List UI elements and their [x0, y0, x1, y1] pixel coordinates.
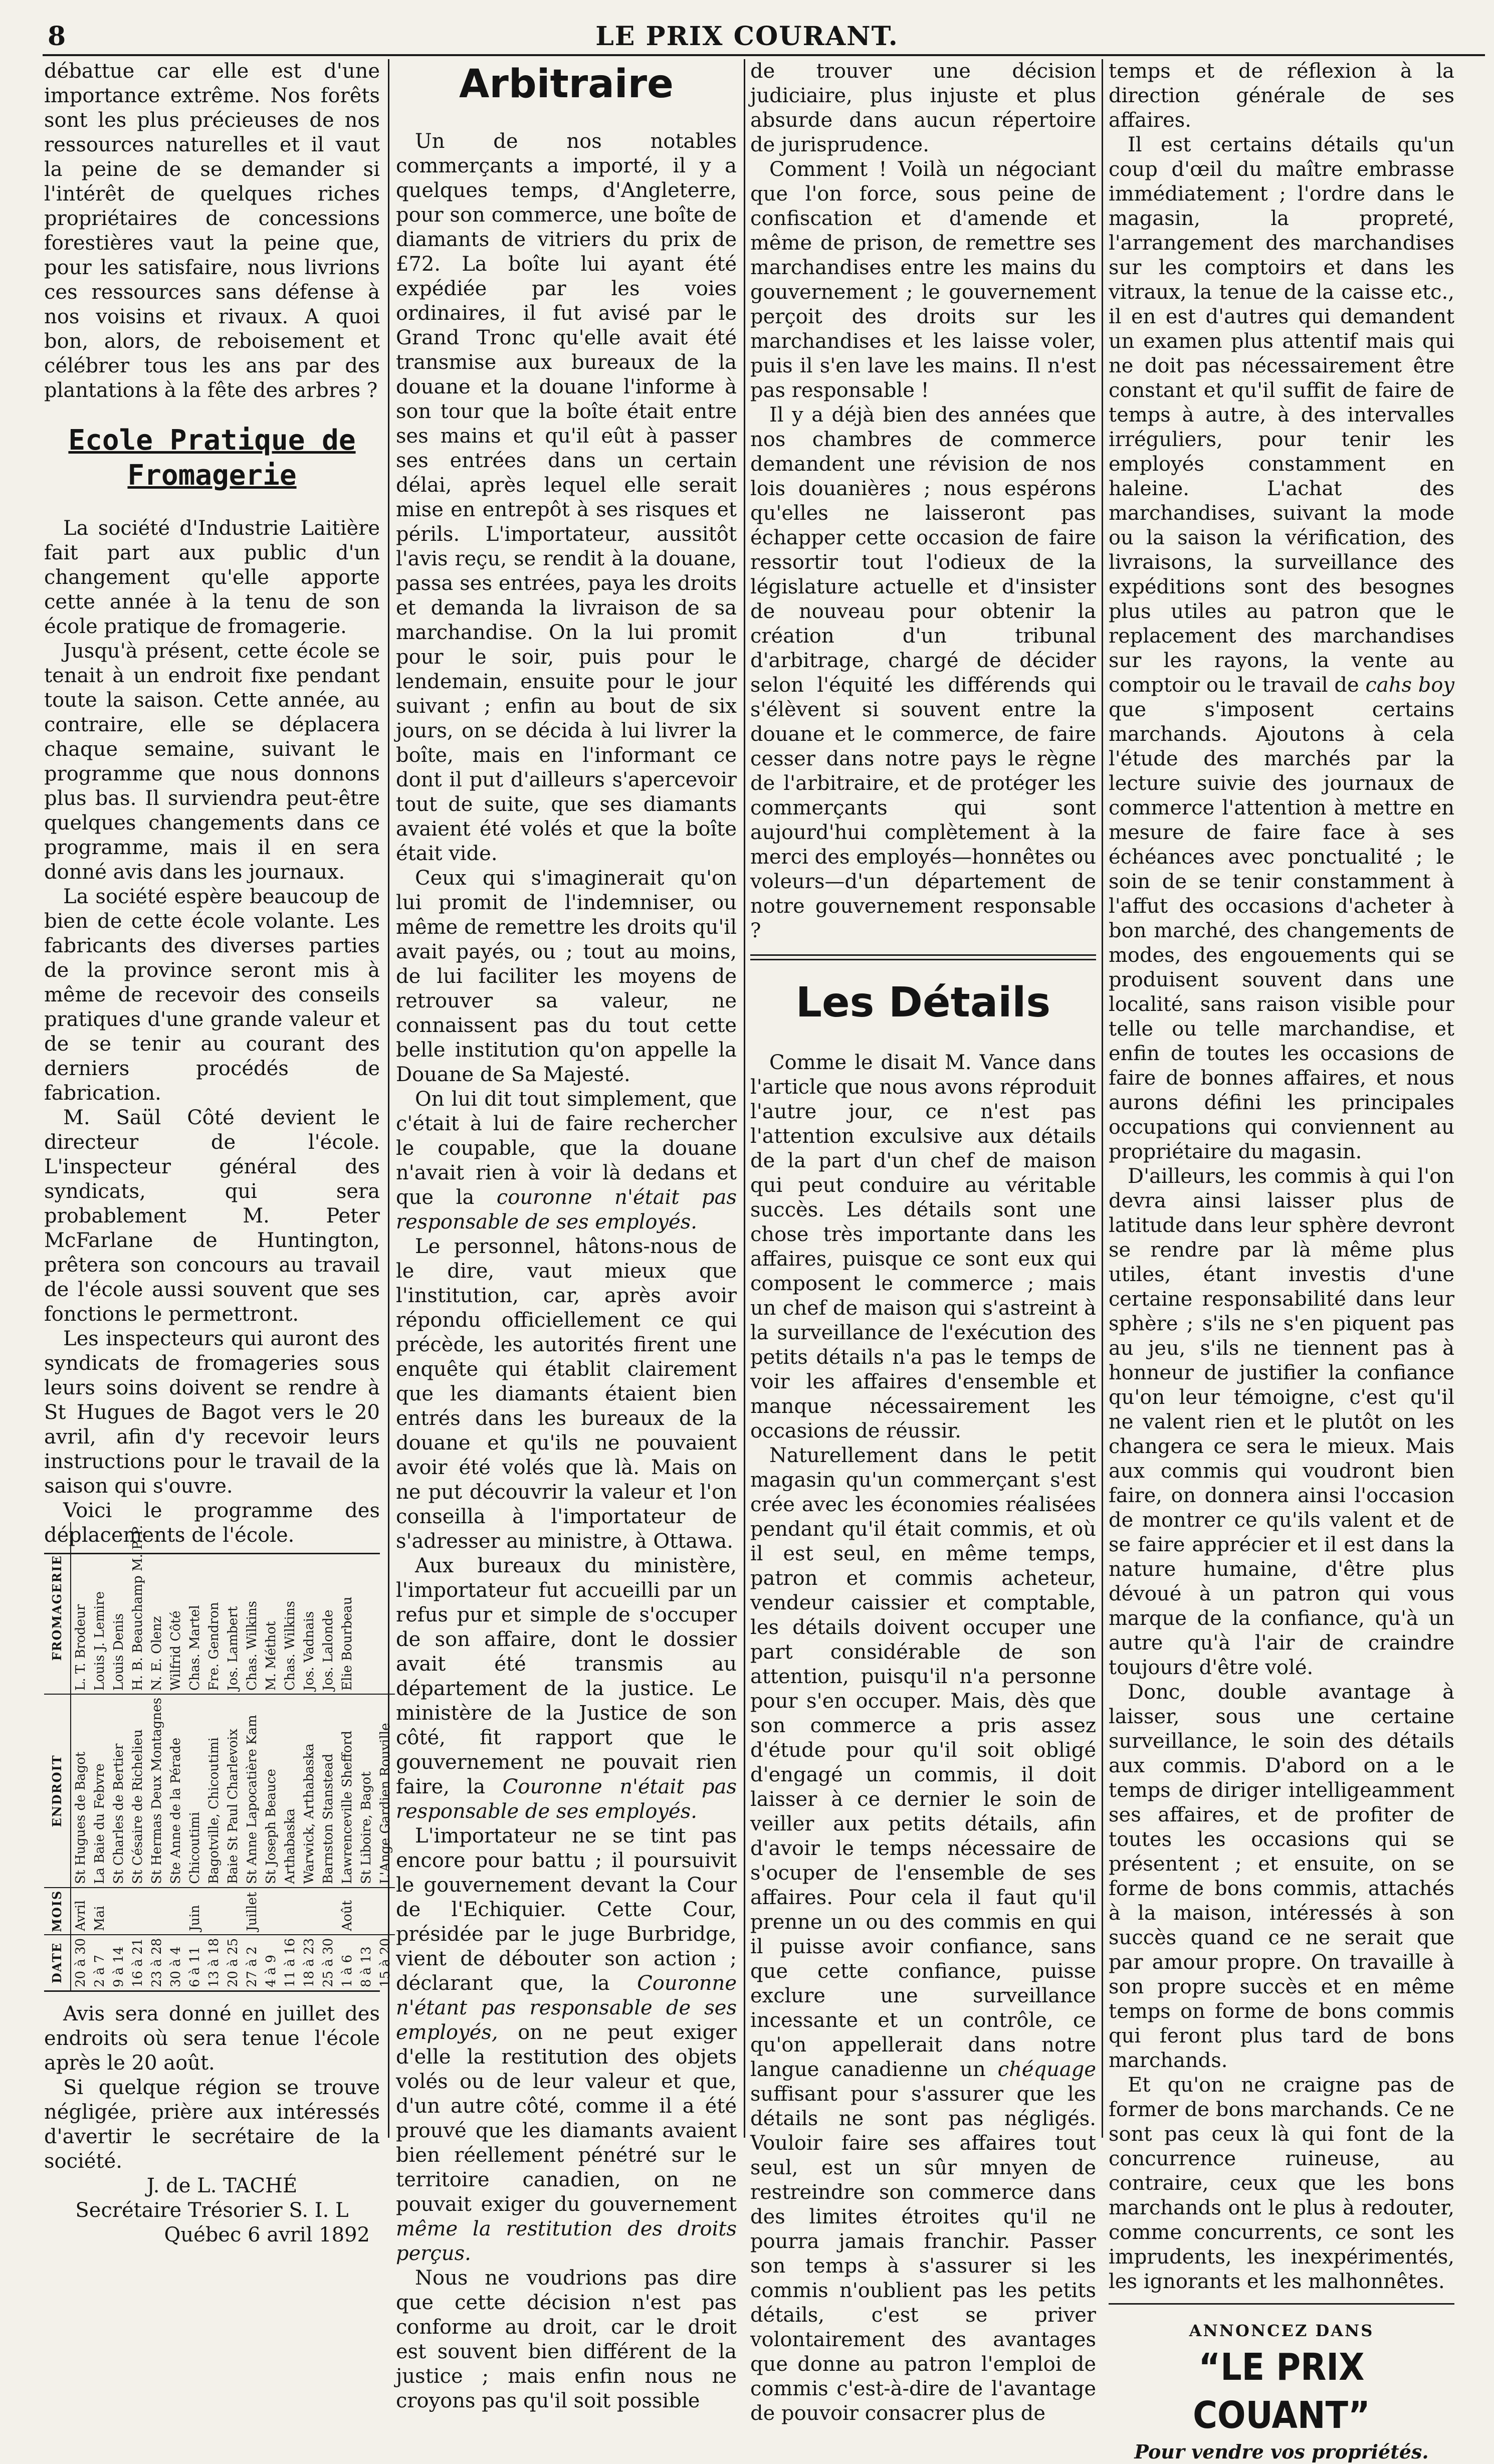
paragraph: débattue car elle est d'une importance extrême. Nos forêts sont les plus précieuses de nos ressources naturelles et il vaut la peine de se demander si l'intérêt de quelques riches propriétaires de concessions forestières vaut la peine que, pour les satisfaire, nous livrions ces ressources sans défense à nos voisins et rivaux. A quoi bon, alors, de reboisement et célébrer tous les ans par des plantations à la fête des arbres ? — [44, 60, 380, 402]
masthead: LE PRIX COURANT. — [595, 21, 899, 52]
schedule-cell: 11 à 16 — [283, 1938, 298, 1987]
schedule-cell: 2 à 7 — [92, 1954, 107, 1987]
paragraph: Ceux qui s'imaginerait qu'on lui promit de l'indemniser, ou même de remettre les droits qu'il avait payés, ou ; tout au moins, de lui faciliter les moyens de retrouver sa valeur, ne connaissent pas du tout cette belle institution qu'on appelle la Douane de Sa Majesté. — [396, 867, 737, 1086]
schedule-cell: 20 à 30 — [73, 1938, 88, 1987]
schedule-cell: St Hermas Deux Montagnes — [147, 1694, 166, 1888]
schedule-cell — [109, 1888, 128, 1935]
schedule-cell: St Anne Lapocatière Kam — [243, 1694, 262, 1888]
advertisement — [1109, 2319, 1454, 2464]
schedule-row — [147, 1522, 166, 1990]
schedule-cell: 27 à 2 — [245, 1946, 260, 1987]
section-divider — [750, 954, 1096, 960]
schedule-row — [262, 1522, 281, 1990]
schedule-cell: Jos. Lalonde — [319, 1522, 338, 1694]
column-rule — [744, 59, 745, 2138]
schedule-cell — [357, 1888, 376, 1935]
schedule-cell: 8 à 13 — [359, 1946, 374, 1987]
schedule-cell: Avril — [71, 1888, 90, 1935]
schedule-table — [44, 1525, 393, 1990]
schedule-cell: Warwick, Arthabaska — [300, 1694, 319, 1888]
paragraph: Voici le programme des déplacements de l'école. — [44, 1499, 380, 1547]
schedule-cell: 30 à 4 — [168, 1946, 183, 1987]
paragraph: L'importateur ne se tint pas encore pour battu ; il poursuivit le gouvernement devant la Cour de l'Echiquier. Cette Cour, présidée par le juge Burbridge, vient de débouter son action ; déclarant que, la Couronne n'étant pas responsable de ses employés, on ne peut exiger d'elle la restitution des objets volés ou de leur valeur et que, d'un autre côté, comme il a été prouvé que les diamants avaient bien réellement pénétré sur le territoire canadien, on ne pouvait exiger du gouvernement même la restitution des droits perçus. — [396, 1824, 737, 2265]
paragraph: Si quelque région se trouve négligée, prière aux intéressés d'avertir le secrétaire de la société. — [44, 2076, 380, 2173]
paragraph: Aux bureaux du ministère, l'importateur fut accueilli par un refus pur et simple de s'occuper de son affaire, dont le dossier avait été transmis au département de la justice. Le ministère de la Justice de son côté, fit rapport que le gouvernement ne pouvait rien faire, la Couronne n'était pas responsable de ses employés. — [396, 1554, 737, 1823]
paragraph: Le personnel, hâtons-nous de le dire, vaut mieux que l'institution, car, après avoir répondu officiellement ce qui précède, les autorités firent une enquête qui établit clairement que les diamants étaient bien entrés dans les bureaux de la douane et qu'ils ne pouvaient avoir été volés que là. Mais on ne put découvrir la valeur et l'on conseilla à l'importateur de s'adresser au ministre, à Ottawa. — [396, 1235, 737, 1553]
signature-date: Québec 6 avril 1892 — [164, 2223, 370, 2246]
paragraph: Comment ! Voilà un négociant que l'on force, sous peine de confiscation et d'amende et même de prison, de remettre ses marchandises entre les mains du gouvernement ; le gouvernement perçoit des droits sur les marchandises et les laisse voler, puis il s'en lave les mains. Il n'est pas responsable ! — [750, 158, 1096, 402]
schedule-cell: Fre. Gendron — [204, 1522, 224, 1694]
schedule-cell — [262, 1888, 281, 1935]
schedule-cell: Ste Anne de la Pérade — [166, 1694, 185, 1888]
schedule-cell — [376, 1888, 395, 1935]
header-rule — [43, 54, 1485, 56]
schedule-cell: N. E. Olenz — [147, 1522, 166, 1694]
schedule-row — [224, 1522, 243, 1990]
schedule-cell: 20 à 25 — [226, 1938, 241, 1987]
schedule-cell: La Baie du Febvre — [90, 1694, 109, 1888]
schedule-cell: St Hugues de Bagot — [71, 1694, 90, 1888]
schedule-cell: 16 à 21 — [130, 1938, 145, 1987]
schedule-cell: Arthabaska — [281, 1694, 300, 1888]
ad-publication-name: “LE PRIX COUANT” — [1193, 2346, 1370, 2437]
schedule-cell: Août — [338, 1888, 357, 1935]
schedule-cell: Chas. Wilkins — [281, 1522, 300, 1694]
schedule-cell: 15 à 20 — [378, 1938, 393, 1987]
paragraph: D'ailleurs, les commis à qui l'on devra ainsi laisser plus de latitude dans leur sphère devront se rendre par là même plus utiles, étant investis d'une certaine responsabilité dans leur sphère ; s'ils ne s'en piquent pas au jeu, s'ils ne tiennent pas à honneur de justifier la confiance qu'on leur témoigne, c'est qu'il ne valent rien et le plutôt on les changera ce sera le mieux. Mais aux commis qui voudront bien faire, on donnera ainsi l'occasion de montrer ce qu'ils valent et de se faire apprécier et il est dans la nature humaine, d'être plus dévoué à un patron qui vous marque de la confiance, qu'à un autre qu'à l'air de craindre toujours d'être volé. — [1109, 1165, 1454, 1679]
column-1 — [44, 59, 393, 2246]
paragraph: Il y a déjà bien des années que nos chambres de commerce demandent une révision de nos lois douanières ; nous espérons qu'elles ne laisseront pas échapper cette occasion de faire ressortir tout l'odieux de la législature actuelle et d'insister de nouveau pour obtenir la création d'un tribunal d'arbitrage, chargé de décider selon l'équité les différends qui s'élèvent si souvent entre la douane et le commerce, de faire cesser dans notre pays le règne de l'arbitraire, et de protéger les commerçants qui sont aujourd'hui complètement à la merci des employés—honnêtes ou voleurs—d'un département de notre gouvernement responsable ? — [750, 403, 1096, 942]
schedule-cell: M. Méthot — [262, 1522, 281, 1694]
schedule-cell: Mai — [90, 1888, 109, 1935]
ad-heading: ANNONCEZ DANS — [1189, 2321, 1374, 2340]
schedule-cell — [128, 1888, 147, 1935]
schedule-cell — [376, 1522, 395, 1694]
signature-title: Secrétaire Trésorier S. I. L — [75, 2199, 349, 2222]
article-title-details: Les Détails — [795, 979, 1051, 1026]
schedule-cell: Elie Bourbeau — [338, 1522, 357, 1694]
schedule-cell: Barnston Stanstead — [319, 1694, 338, 1888]
schedule-row — [338, 1522, 357, 1990]
paragraph: Nous ne voudrions pas dire que cette décision n'est pas conforme au droit, car le droit est souvent bien différent de la justice ; mais enfin nous ne croyons pas qu'il soit possible — [396, 2267, 737, 2412]
schedule-row — [71, 1522, 90, 1990]
paragraph: Comme le disait M. Vance dans l'article que nous avons réproduit l'autre jour, ce n'est pas l'attention exculsive aux détails de la part d'un chef de maison qui peut conduire au véritable succès. Les détails sont une chose très importante dans les affaires, puisque ce sont eux qui composent le commerce ; mais un chef de maison qui s'astreint à la surveillance de l'exécution des petits détails n'a pas le temps de voir les affaires d'ensemble et manque nécessairement les occasions de réussir. — [750, 1051, 1096, 1443]
schedule-row — [109, 1522, 128, 1990]
paragraph: M. Saül Côté devient le directeur de l'école. L'inspecteur général des syndicats, qui sera probablement M. Peter McFarlane de Huntington, prêtera son concours au travail de l'école aussi souvent que ses fonctions le permettront. — [44, 1106, 380, 1326]
article-title-ecole: Ecole Pratique de Fromagerie — [68, 424, 356, 492]
signature-name: J. de L. TACHÉ — [146, 2174, 298, 2197]
schedule-row — [281, 1522, 300, 1990]
schedule-cell: Baie St Paul Charlevoix — [224, 1694, 243, 1888]
schedule-cell: L'Ange Gardien Rouville — [376, 1694, 395, 1888]
schedule-cell: 1 à 6 — [340, 1954, 355, 1987]
schedule-cell: 25 à 30 — [321, 1938, 336, 1987]
schedule-cell: St Césaire de Richelieu — [128, 1694, 147, 1888]
schedule-cell: Wilfrid Côté — [166, 1522, 185, 1694]
schedule-cell: St Charles de Bertier — [109, 1694, 128, 1888]
paragraph: Un de nos notables commerçants a importé, il y a quelques temps, d'Angleterre, pour son commerce, une boîte de diamants de vitriers du prix de £72. La boîte lui ayant été expédiée par les voies ordinaires, il fut avisé par le Grand Tronc qu'elle avait été transmise aux bureaux de la douane et la douane l'informe à son tour que la boîte était entre ses mains et qu'il eût à passer ses entrées dans un certain délai, après lequel elle serait mise en entrepôt à ses risques et périls. L'importateur, aussitôt l'avis reçu, se rendit à la douane, passa ses entrées, paya les droits et demanda la livraison de sa marchandise. On la lui promit pour le soir, puis pour le lendemain, ensuite pour le jour suivant ; enfin au bout de six jours, on se décida à lui livrer la boîte, mais en l'informant ce dont il put d'ailleurs s'apercevoir tout de suite, que ses diamants avaient été volés et que la boîte était vide. — [396, 130, 737, 865]
schedule-cell: St Joseph Beauce — [262, 1694, 281, 1888]
paragraph: Il est certains détails qu'un coup d'œil du maître embrasse immédiatement ; l'ordre dans le magasin, la propreté, l'arrangement des marchandises sur les comptoirs et dans les vitraux, la tenue de la caisse etc., il en est d'autres qui demandent un examen plus attentif mais qui ne doit pas nécessairement être constant et qu'il suffit de faire de temps à autre, à des intervalles irréguliers, pour tenir les employés constamment en haleine. L'achat des marchandises, suivant la mode ou la saison la vérification, des livraisons, la surveillance des expéditions sont des besognes plus utiles au patron que le replacement des marchandises sur les rayons, la vente au comptoir ou le travail de cahs boy que s'imposent certains marchands. Ajoutons à cela l'étude des marchés par la lecture suivie des journaux de commerce l'attention à mettre en mesure de faire face à ses échéances avec ponctualité ; le soin de se tenir constamment à l'affut des occasions d'acheter à bon marché, des changements de modes, des engouements qui se produisent souvent dans une localité, sans raison visible pour telle ou telle marchandise, et enfin de toutes les occasions de faire de bonnes affaires, et nous aurons défini les principales occupations qui conviennent au propriétaire du magasin. — [1109, 133, 1454, 1163]
schedule-cell: Louis Denis — [109, 1522, 128, 1694]
paragraph: La société espère beaucoup de bien de cette école volante. Les fabricants des diverses parties de la province seront mis à même de recevoir des conseils pratiques d'une grande valeur et de se tenir au courant des derniers procédés de fabrication. — [44, 885, 380, 1105]
schedule-cell: St Liboire, Bagot — [357, 1694, 376, 1888]
schedule-row — [166, 1522, 185, 1990]
schedule-row — [300, 1522, 319, 1990]
schedule-cell — [204, 1888, 224, 1935]
schedule-cell: L. T. Brodeur — [71, 1522, 90, 1694]
paragraph: Avis sera donné en juillet des endroits où sera tenue l'école après le 20 août. — [44, 2002, 380, 2075]
schedule-cell: Chicoutimi — [185, 1694, 204, 1888]
schedule-row — [319, 1522, 338, 1990]
paragraph: Jusqu'à présent, cette école se tenait à un endroit fixe pendant toute la saison. Cette année, au contraire, elle se déplacera chaque semaine, suivant le programme que nous donnons plus bas. Il surviendra peut-être quelques changements dans ce programme, mais il en sera donné avis dans les journaux. — [44, 640, 380, 884]
paragraph: temps et de réflexion à la direction générale de ses affaires. — [1109, 60, 1454, 132]
schedule-row — [204, 1522, 224, 1990]
schedule-header: MOIS — [44, 1888, 71, 1935]
schedule-cell: Lawrenceville Shefford — [338, 1694, 357, 1888]
paragraph: de trouver une décision judiciaire, plus injuste et plus absurde dans aucun répertoire de jurisprudence. — [750, 60, 1096, 156]
schedule-cell: Chas. Wilkins — [243, 1522, 262, 1694]
schedule-cell — [224, 1888, 243, 1935]
schedule-cell: 18 à 23 — [302, 1938, 317, 1987]
schedule-cell — [357, 1522, 376, 1694]
paragraph: Naturellement dans le petit magasin qu'un commerçant s'est crée avec les économies réalisées pendant qu'il était commis, et où il est seul, en même temps, patron et commis acheteur, vendeur caissier et comptable, les détails doivent occuper une part considérable de son attention, puisqu'il n'a personne pour s'en occuper. Mais, dès que son commerce a pris assez d'étude pour qu'il soit obligé d'engagé un commis, il doit laisser à ce dernier le soin de veiller aux petits détails, afin d'avoir le temps nécessaire de s'ocuper de l'ensemble de ses affaires. Pour cela il faut qu'il prenne un ou des commis en qui il puisse avoir confiance, sans que cette confiance, puisse exclure une surveillance incessante et un contrôle, ce qu'on appellerait dans notre langue canadienne un chéquage suffisant pour s'assurer que les détails ne sont pas négligés. Vouloir faire ses affaires tout seul, est un sûr mnyen de restreindre son commerce dans des limites étroites qu'il ne pourra jamais franchir. Passer son temps à s'assurer si les commis n'oublient pas les petits détails, c'est se priver volontairement des avantages que donne au patron l'emploi de commis c'est-à-dire de l'avantage de pouvoir consacrer plus de — [750, 1444, 1096, 2425]
schedule-cell — [166, 1888, 185, 1935]
schedule-cell: Bagotville, Chicoutimi — [204, 1694, 224, 1888]
column-rule — [1102, 59, 1103, 2138]
schedule-cell: 4 à 9 — [264, 1954, 279, 1987]
schedule-row — [185, 1522, 204, 1990]
schedule-row — [243, 1522, 262, 1990]
schedule-row — [357, 1522, 376, 1990]
schedule-cell — [319, 1888, 338, 1935]
schedule-cell — [300, 1888, 319, 1935]
column-4 — [1109, 59, 1454, 2463]
paragraph: Les inspecteurs qui auront des syndicats de fromageries sous leurs soins doivent se rendre à St Hugues de Bagot vers le 20 avril, afin d'y recevoir leurs instructions pour le travail de la saison qui s'ouvre. — [44, 1327, 380, 1498]
schedule-cell: Jos. Vadnais — [300, 1522, 319, 1694]
schedule-cell: Jos. Lambert — [224, 1522, 243, 1694]
schedule-cell: Chas. Martel — [185, 1522, 204, 1694]
schedule-cell: Juillet — [243, 1888, 262, 1935]
column-3 — [750, 59, 1096, 2425]
page-header — [0, 0, 1494, 55]
schedule-cell: Louis J. Lemire — [90, 1522, 109, 1694]
schedule-row — [90, 1522, 109, 1990]
article-title-arbitraire: Arbitraire — [459, 62, 674, 107]
schedule-cell: 23 à 28 — [149, 1938, 164, 1987]
schedule-cell — [147, 1888, 166, 1935]
schedule-cell: 9 à 14 — [111, 1946, 126, 1987]
schedule-row — [376, 1522, 395, 1990]
paragraph: Donc, double avantage à laisser, sous une certaine surveillance, le soin des détails aux commis. D'abord on a le temps de diriger intelligeamment ses affaires, et de profiter de toutes les occasions qui se présentent ; et ensuite, on se forme de bons commis, attachés à la maison, intéressés à son succès quand ce ne serait que par amour propre. On travaille à son propre succès et en même temps on forme de bons commis qui feront plus tard de bons marchands. — [1109, 1681, 1454, 2072]
schedule-cell: H. B. Beauchamp M. P. P. — [128, 1522, 147, 1694]
page-number: 8 — [48, 21, 66, 52]
paragraph: La société d'Industrie Laitière fait part aux public d'un changement qu'elle apporte cette année à la tenu de son école pratique de fromagerie. — [44, 517, 380, 638]
paragraph: Et qu'on ne craigne pas de former de bons marchands. Ce ne sont pas ceux là qui font de la concurrence ruineuse, au contraire, ceux que les bons marchands ont le plus à redouter, comme concurrents, ce sont les imprudents, les inexpérimentés, les ignorants et les malhonnêtes. — [1109, 2074, 1454, 2293]
schedule-cell: 13 à 18 — [206, 1938, 222, 1987]
schedule-table-box — [44, 1525, 393, 1992]
paragraph: On lui dit tout simplement, que c'était à lui de faire rechercher le coupable, que la douane n'avait rien à voir là dedans et que la couronne n'était pas responsable de ses employés. — [396, 1088, 737, 1234]
section-divider — [1109, 2303, 1454, 2305]
column-2 — [396, 59, 737, 2412]
schedule-cell: 6 à 11 — [187, 1946, 202, 1987]
schedule-cell: Juin — [185, 1888, 204, 1935]
schedule-header: FROMAGERIE — [44, 1522, 71, 1694]
schedule-header: ENDROIT — [44, 1694, 71, 1888]
schedule-cell — [281, 1888, 300, 1935]
schedule-row — [128, 1522, 147, 1990]
schedule-header: DATE — [44, 1935, 71, 1990]
ad-tagline: Pour vendre vos propriétés. — [1134, 2440, 1429, 2463]
